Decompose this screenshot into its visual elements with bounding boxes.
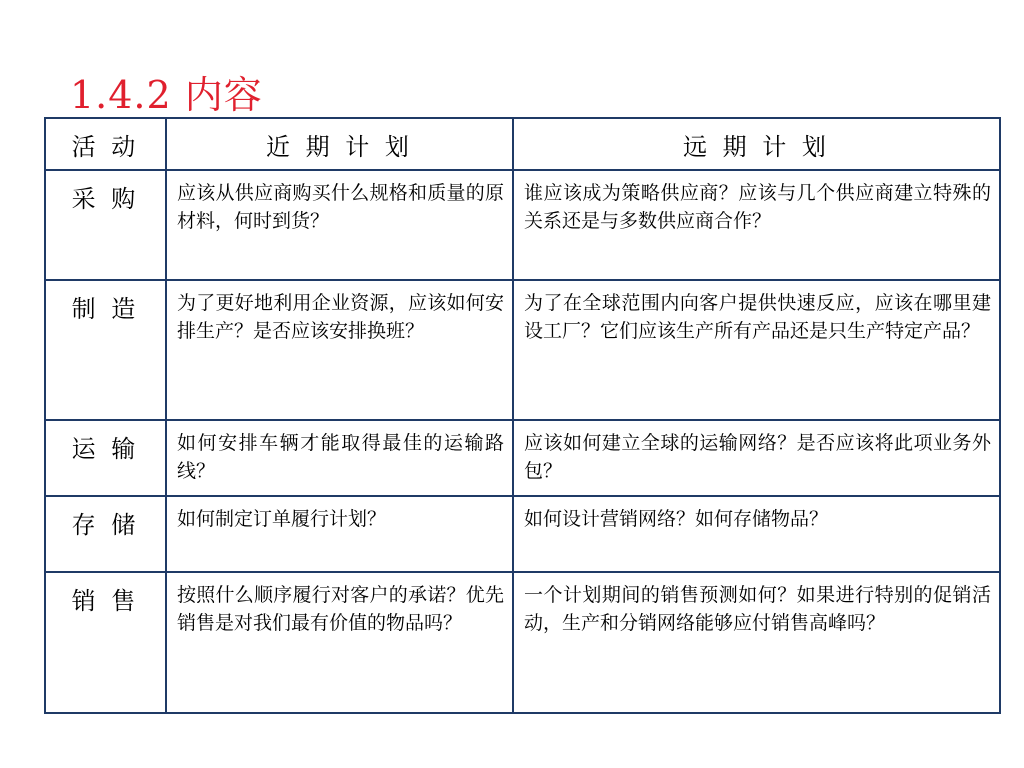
long-term-cell: 应该如何建立全球的运输网络？是否应该将此项业务外包？ [513,420,1000,496]
page-title: 1.4.2 内容 [70,73,263,117]
long-term-cell: 如何设计营销网络？如何存储物品？ [513,496,1000,572]
long-term-cell: 一个计划期间的销售预测如何？如果进行特别的促销活动，生产和分销网络能够应付销售高峰吗？ [513,572,1000,713]
activity-cell: 制 造 [45,280,166,420]
table-row-sales [45,572,1000,713]
near-term-cell: 按照什么顺序履行对客户的承诺？优先销售是对我们最有价值的物品吗？ [166,572,513,713]
activity-cell: 运 输 [45,420,166,496]
activity-cell: 存 储 [45,496,166,572]
planning-table [44,117,1001,714]
header-activity: 活 动 [45,118,166,170]
header-long-term: 远 期 计 划 [513,118,1000,170]
near-term-cell: 为了更好地利用企业资源，应该如何安排生产？是否应该安排换班？ [166,280,513,420]
long-term-cell: 为了在全球范围内向客户提供快速反应，应该在哪里建设工厂？它们应该生产所有产品还是只生产特定产品？ [513,280,1000,420]
activity-cell: 销 售 [45,572,166,713]
header-near-term: 近 期 计 划 [166,118,513,170]
long-term-cell: 谁应该成为策略供应商？应该与几个供应商建立特殊的关系还是与多数供应商合作？ [513,170,1000,280]
activity-cell: 采 购 [45,170,166,280]
near-term-cell: 应该从供应商购买什么规格和质量的原材料，何时到货？ [166,170,513,280]
table-row-procurement [45,170,1000,280]
table-header-row [45,118,1000,170]
near-term-cell: 如何安排车辆才能取得最佳的运输路线？ [166,420,513,496]
near-term-cell: 如何制定订单履行计划？ [166,496,513,572]
table-row-transport [45,420,1000,496]
table-row-manufacturing [45,280,1000,420]
table-row-storage [45,496,1000,572]
